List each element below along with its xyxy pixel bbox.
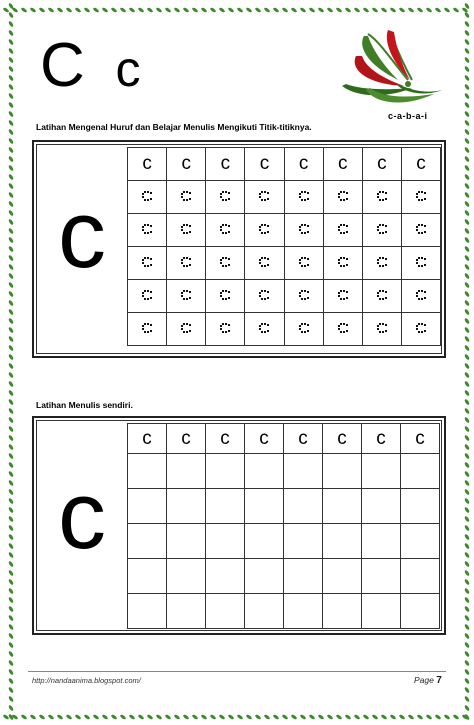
dotted-c-glyph bbox=[219, 322, 231, 334]
blank-writing-row bbox=[128, 489, 440, 524]
dotted-letter-cell[interactable] bbox=[323, 280, 362, 313]
blank-writing-cell[interactable] bbox=[284, 559, 323, 594]
blank-writing-cell[interactable] bbox=[206, 489, 245, 524]
blank-writing-cell[interactable] bbox=[401, 594, 440, 629]
grid-head-letter: c bbox=[206, 424, 245, 454]
blank-writing-cell[interactable] bbox=[128, 524, 167, 559]
dotted-c-glyph bbox=[258, 256, 270, 268]
grid-head-letter: c bbox=[167, 424, 206, 454]
dotted-letter-cell[interactable] bbox=[362, 313, 401, 346]
tracing-row bbox=[128, 181, 441, 214]
dotted-letter-cell[interactable] bbox=[128, 313, 167, 346]
tracing-inner-frame bbox=[36, 144, 442, 354]
blank-writing-cell[interactable] bbox=[167, 524, 206, 559]
dotted-letter-cell[interactable] bbox=[323, 214, 362, 247]
blank-writing-cell[interactable] bbox=[128, 559, 167, 594]
grid-head-letter: c bbox=[206, 148, 245, 181]
tracing-row bbox=[128, 214, 441, 247]
dotted-c-glyph bbox=[141, 223, 153, 235]
dotted-c-glyph bbox=[141, 289, 153, 301]
dotted-letter-cell[interactable] bbox=[167, 280, 206, 313]
dotted-c-glyph bbox=[376, 223, 388, 235]
blank-writing-cell[interactable] bbox=[284, 524, 323, 559]
dotted-c-glyph bbox=[258, 223, 270, 235]
footer-url: http://nandaanima.blogspot.com/ bbox=[32, 676, 141, 685]
page-label: Page bbox=[414, 675, 434, 685]
blank-writing-row bbox=[128, 594, 440, 629]
dotted-letter-cell[interactable] bbox=[401, 280, 440, 313]
dotted-letter-cell[interactable] bbox=[245, 313, 284, 346]
blank-writing-cell[interactable] bbox=[206, 454, 245, 489]
instruction-free-writing: Latihan Menulis sendiri. bbox=[36, 400, 133, 410]
image-caption: c-a-b-a-i bbox=[388, 111, 428, 121]
dotted-letter-cell[interactable] bbox=[245, 181, 284, 214]
tracing-row bbox=[128, 247, 441, 280]
page-number: 7 bbox=[436, 675, 442, 686]
dotted-letter-cell[interactable] bbox=[167, 247, 206, 280]
grid-head-letter: c bbox=[362, 148, 401, 181]
blank-writing-cell[interactable] bbox=[323, 524, 362, 559]
decorative-vine-border-top bbox=[0, 0, 474, 16]
dotted-c-glyph bbox=[298, 322, 310, 334]
dotted-letter-cell[interactable] bbox=[167, 313, 206, 346]
dotted-letter-cell[interactable] bbox=[401, 181, 440, 214]
blank-writing-row bbox=[128, 559, 440, 594]
dotted-c-glyph bbox=[180, 289, 192, 301]
blank-writing-cell[interactable] bbox=[206, 559, 245, 594]
grid-head-row bbox=[128, 148, 441, 181]
chili-pepper-image bbox=[338, 28, 446, 110]
blank-writing-row bbox=[128, 454, 440, 489]
dotted-c-glyph bbox=[337, 256, 349, 268]
dotted-letter-cell[interactable] bbox=[362, 247, 401, 280]
dotted-c-glyph bbox=[415, 223, 427, 235]
dotted-c-glyph bbox=[258, 190, 270, 202]
blank-writing-cell[interactable] bbox=[245, 594, 284, 629]
blank-writing-cell[interactable] bbox=[167, 489, 206, 524]
grid-head-letter: c bbox=[167, 148, 206, 181]
grid-head-letter: c bbox=[362, 424, 401, 454]
grid-head-letter: c bbox=[245, 148, 284, 181]
blank-writing-cell[interactable] bbox=[284, 489, 323, 524]
dotted-c-glyph bbox=[298, 289, 310, 301]
dotted-letter-cell[interactable] bbox=[245, 214, 284, 247]
dotted-letter-cell[interactable] bbox=[128, 280, 167, 313]
decorative-vine-border-left bbox=[0, 0, 18, 725]
dotted-letter-cell[interactable] bbox=[323, 181, 362, 214]
dotted-letter-cell[interactable] bbox=[245, 247, 284, 280]
blank-writing-cell[interactable] bbox=[245, 489, 284, 524]
writing-inner-frame bbox=[36, 420, 442, 631]
dotted-c-glyph bbox=[219, 289, 231, 301]
dotted-c-glyph bbox=[415, 256, 427, 268]
dotted-c-glyph bbox=[298, 190, 310, 202]
dotted-letter-cell[interactable] bbox=[362, 214, 401, 247]
dotted-letter-cell[interactable] bbox=[401, 313, 440, 346]
dotted-c-glyph bbox=[180, 223, 192, 235]
grid-head-letter: c bbox=[323, 424, 362, 454]
footer-divider bbox=[28, 671, 446, 672]
grid-head-letter: c bbox=[284, 424, 323, 454]
tracing-practice-box bbox=[32, 140, 446, 358]
dotted-c-glyph bbox=[337, 223, 349, 235]
title-lowercase-letter: c bbox=[115, 41, 141, 97]
dotted-letter-cell[interactable] bbox=[206, 313, 245, 346]
dotted-c-glyph bbox=[376, 289, 388, 301]
dotted-letter-cell[interactable] bbox=[245, 280, 284, 313]
dotted-c-glyph bbox=[258, 289, 270, 301]
dotted-c-glyph bbox=[180, 322, 192, 334]
blank-writing-row bbox=[128, 524, 440, 559]
blank-writing-cell[interactable] bbox=[128, 454, 167, 489]
blank-writing-cell[interactable] bbox=[206, 594, 245, 629]
dotted-c-glyph bbox=[219, 256, 231, 268]
dotted-letter-cell[interactable] bbox=[206, 214, 245, 247]
dotted-letter-cell[interactable] bbox=[284, 313, 323, 346]
dotted-c-glyph bbox=[337, 289, 349, 301]
footer-page-number bbox=[414, 675, 442, 686]
dotted-c-glyph bbox=[258, 322, 270, 334]
grid-head-letter: c bbox=[323, 148, 362, 181]
grid-head-row bbox=[128, 424, 440, 454]
blank-writing-cell[interactable] bbox=[401, 524, 440, 559]
blank-writing-cell[interactable] bbox=[323, 454, 362, 489]
dotted-c-glyph bbox=[415, 322, 427, 334]
dotted-letter-cell[interactable] bbox=[128, 214, 167, 247]
blank-writing-cell[interactable] bbox=[284, 594, 323, 629]
dotted-c-glyph bbox=[376, 256, 388, 268]
blank-writing-cell[interactable] bbox=[362, 559, 401, 594]
blank-writing-cell[interactable] bbox=[362, 594, 401, 629]
blank-writing-cell[interactable] bbox=[323, 559, 362, 594]
writing-practice-box bbox=[32, 416, 446, 635]
blank-writing-cell[interactable] bbox=[323, 489, 362, 524]
dotted-c-glyph bbox=[337, 190, 349, 202]
tracing-grid bbox=[127, 147, 441, 346]
blank-writing-cell[interactable] bbox=[167, 594, 206, 629]
blank-writing-cell[interactable] bbox=[245, 454, 284, 489]
blank-writing-cell[interactable] bbox=[167, 454, 206, 489]
blank-writing-cell[interactable] bbox=[167, 559, 206, 594]
dotted-c-glyph bbox=[219, 223, 231, 235]
dotted-c-glyph bbox=[298, 256, 310, 268]
blank-writing-cell[interactable] bbox=[206, 524, 245, 559]
dotted-letter-cell[interactable] bbox=[362, 181, 401, 214]
writing-grid bbox=[127, 423, 440, 629]
dotted-letter-cell[interactable] bbox=[284, 247, 323, 280]
dotted-c-glyph bbox=[141, 322, 153, 334]
blank-writing-cell[interactable] bbox=[401, 489, 440, 524]
decorative-vine-border-right bbox=[456, 0, 474, 725]
blank-writing-cell[interactable] bbox=[128, 594, 167, 629]
blank-writing-cell[interactable] bbox=[362, 454, 401, 489]
dotted-letter-cell[interactable] bbox=[284, 181, 323, 214]
dotted-c-glyph bbox=[141, 190, 153, 202]
dotted-c-glyph bbox=[180, 256, 192, 268]
blank-writing-cell[interactable] bbox=[245, 559, 284, 594]
dotted-letter-cell[interactable] bbox=[401, 214, 440, 247]
dotted-letter-cell[interactable] bbox=[284, 214, 323, 247]
dotted-letter-cell[interactable] bbox=[206, 280, 245, 313]
dotted-letter-cell[interactable] bbox=[167, 214, 206, 247]
blank-writing-cell[interactable] bbox=[401, 454, 440, 489]
grid-head-letter: c bbox=[245, 424, 284, 454]
dotted-c-glyph bbox=[415, 289, 427, 301]
grid-head-letter: c bbox=[128, 424, 167, 454]
hero-letter-tracing: c bbox=[58, 181, 106, 288]
tracing-row bbox=[128, 280, 441, 313]
dotted-c-glyph bbox=[219, 190, 231, 202]
dotted-letter-cell[interactable] bbox=[323, 247, 362, 280]
decorative-vine-border-bottom bbox=[0, 707, 474, 723]
grid-head-letter: c bbox=[284, 148, 323, 181]
title-letters bbox=[40, 31, 141, 100]
title-uppercase-letter: C bbox=[40, 31, 85, 100]
grid-head-letter: c bbox=[401, 424, 440, 454]
dotted-c-glyph bbox=[376, 322, 388, 334]
dotted-letter-cell[interactable] bbox=[128, 181, 167, 214]
dotted-c-glyph bbox=[298, 223, 310, 235]
dotted-c-glyph bbox=[376, 190, 388, 202]
blank-writing-cell[interactable] bbox=[284, 454, 323, 489]
dotted-letter-cell[interactable] bbox=[362, 280, 401, 313]
blank-writing-cell[interactable] bbox=[128, 489, 167, 524]
dotted-letter-cell[interactable] bbox=[284, 280, 323, 313]
dotted-letter-cell[interactable] bbox=[206, 181, 245, 214]
blank-writing-cell[interactable] bbox=[245, 524, 284, 559]
dotted-letter-cell[interactable] bbox=[206, 247, 245, 280]
dotted-letter-cell[interactable] bbox=[128, 247, 167, 280]
grid-head-letter: c bbox=[401, 148, 440, 181]
dotted-letter-cell[interactable] bbox=[167, 181, 206, 214]
hero-letter-writing: c bbox=[58, 462, 106, 569]
blank-writing-cell[interactable] bbox=[401, 559, 440, 594]
grid-head-letter: c bbox=[128, 148, 167, 181]
dotted-c-glyph bbox=[180, 190, 192, 202]
dotted-c-glyph bbox=[337, 322, 349, 334]
tracing-row bbox=[128, 313, 441, 346]
blank-writing-cell[interactable] bbox=[362, 524, 401, 559]
dotted-c-glyph bbox=[415, 190, 427, 202]
dotted-c-glyph bbox=[141, 256, 153, 268]
instruction-tracing: Latihan Mengenal Huruf dan Belajar Menulis Mengikuti Titik-titiknya. bbox=[36, 122, 312, 132]
dotted-letter-cell[interactable] bbox=[323, 313, 362, 346]
blank-writing-cell[interactable] bbox=[323, 594, 362, 629]
dotted-letter-cell[interactable] bbox=[401, 247, 440, 280]
blank-writing-cell[interactable] bbox=[362, 489, 401, 524]
